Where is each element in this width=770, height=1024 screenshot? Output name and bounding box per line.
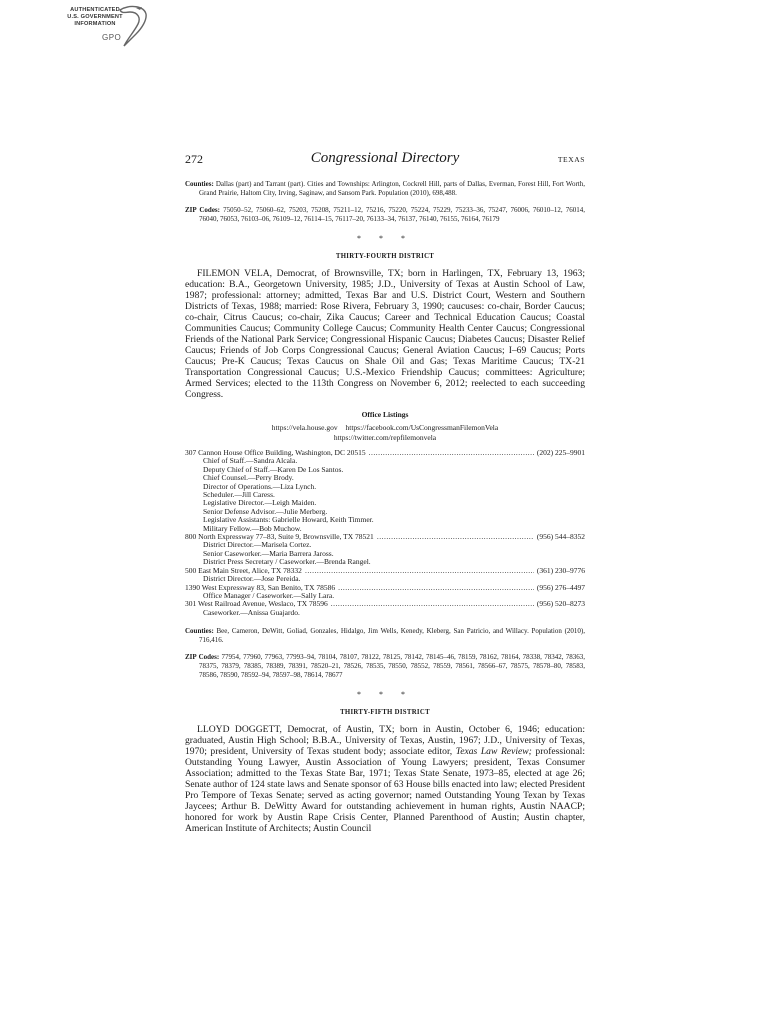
zip-label: ZIP Codes: xyxy=(185,653,220,662)
page-title: Congressional Directory xyxy=(310,150,460,166)
office-entry xyxy=(185,584,585,601)
bio-italic-publication: Texas Law Review; xyxy=(455,746,532,758)
counties-text: Bee, Cameron, DeWitt, Goliad, Gonzales, Hidalgo, Jim Wells, Kenedy, Kleberg, San Patricio, and Willacy. Population (2010), 716,416. xyxy=(199,627,586,645)
contact-links xyxy=(185,423,585,443)
office-address: 307 Cannon House Office Building, Washington, DC 20515 xyxy=(185,448,366,457)
member-biography: FILEMON VELA, Democrat, of Brownsville, TX; born in Harlingen, TX, February 13, 1963; education: B.A., Georgetown University, 1985; J.D., University of Texas at Austin School of Law, 1987; professional: attorney; admitted, Texas Bar and U.S. District Court, Western and Southern Districts of Texas, 1988; married: Rose Rivera, February 3, 1990; caucuses: co-chair, Border Caucus; co-chair, Citrus Caucus; co-chair, Zika Caucus; Career and Technical Education Caucus; Coastal Communities Caucus; Community College Caucus; Community Health Center Caucus; Congressional Friends of the National Park Service; Congressional Hispanic Caucus; Diabetes Caucus; Disaster Relief Caucus; Friends of Job Corps Congressional Caucus; General Aviation Caucus; I–69 Caucus; Ports Caucus; Pre-K Caucus; Texas Caucus on Shale Oil and Gas; Texas Maritime Caucus; TX-21 Transportation Congressional Caucus; U.S.-Mexico Friendship Caucus; committees: Agriculture; Armed Services; elected to the 113th Congress on November 6, 2012; reelected to each succeeding Congress. xyxy=(185,268,585,400)
counties-label: Counties: xyxy=(185,180,214,188)
dot-leader xyxy=(377,533,534,541)
staff-line: Scheduler.—Jill Caress. xyxy=(203,490,275,500)
office-phone: (202) 225–9901 xyxy=(536,448,585,457)
counties-label: Counties: xyxy=(185,627,214,636)
office-phone: (956) 520–8273 xyxy=(536,599,585,609)
office-address: 301 West Railroad Avenue, Weslaco, TX 78596 xyxy=(185,599,328,609)
twitter-link[interactable]: https://twitter.com/repfilemonvela xyxy=(333,433,437,442)
bio-text: LLOYD DOGGETT, Democrat, of Austin, TX; born in Austin, October 6, 1946; education: graduated, Austin High School; B.B.A., University of Texas, Austin, 1967; J.D., University of Texas, 1970; president, University of Texas student body; associate editor, xyxy=(185,724,585,758)
district-heading: THIRTY-FOURTH DISTRICT xyxy=(335,253,435,260)
office-address: 1390 West Expressway 83, San Benito, TX 78586 xyxy=(185,582,336,592)
dot-leader xyxy=(331,600,534,608)
bio-text: professional: Outstanding Young Lawyer, Austin Association of Young Lawyers; president, Texas Consumer Association; admitted to the Texas State Bar, 1971; Texas State Senate, 1973–85, elected at age 26; Senate author of 124 state laws and Senate sponsor of 63 House bills enacted into law; elected President Pro Tempore of Texas Senate; served as acting governor; named Outstanding Young Texan by Texas Jaycees; Arthur B. DeWitty Award for outstanding achievement in human rights, Austin NAACP; honored for work by Austin Rape Crisis Center, Planned Parenthood of Austin; Austin chapter, American Institute of Architects; Austin Council xyxy=(185,746,585,835)
office-entry xyxy=(185,600,585,617)
staff-line: Caseworker.—Anissa Guajardo. xyxy=(203,607,300,617)
zip-text: 75050–52, 75060–62, 75203, 75208, 75211–12, 75216, 75220, 75224, 75229, 75233–36, 75247, 76006, 76010–12, 76014, 76040, 76053, 76103–06, 76109–12, 76114–15, 76117–20, 76133–34, 76137, 76140, 76155, 76164, 76179 xyxy=(199,206,585,223)
staff-line: Legislative Assistants: Gabrielle Howard, Keith Timmer. xyxy=(203,515,374,525)
district-heading: THIRTY-FIFTH DISTRICT xyxy=(340,709,430,717)
facebook-link[interactable]: https://facebook.com/UsCongressmanFilemonVela xyxy=(345,423,499,432)
website-link[interactable]: https://vela.house.gov xyxy=(271,423,338,432)
staff-line: Deputy Chief of Staff.—Karen De Los Santos. xyxy=(203,464,344,474)
office-phone: (956) 276–4497 xyxy=(536,582,585,592)
gpo-authentication-seal xyxy=(60,4,150,48)
staff-line: Senior Defense Advisor.—Julie Merberg. xyxy=(203,506,328,516)
office-entry xyxy=(185,533,585,567)
dot-leader xyxy=(338,584,534,592)
state-label: TEXAS xyxy=(557,155,585,164)
page-header xyxy=(185,150,585,170)
staff-line: Office Manager / Caseworker.—Sally Lara. xyxy=(203,590,335,600)
dot-leader xyxy=(369,449,534,457)
staff-line: Military Fellow.—Bob Muchow. xyxy=(203,523,302,533)
directory-page xyxy=(185,150,585,834)
staff-line: Legislative Director.—Leigh Maiden. xyxy=(203,498,317,508)
staff-line: District Director.—Marisela Cortez. xyxy=(203,540,312,550)
member-biography xyxy=(185,724,585,834)
office-phone: (361) 230–9776 xyxy=(536,565,585,575)
staff-line: Director of Operations.—Liza Lynch. xyxy=(203,481,317,491)
office-phone: (956) 544–8352 xyxy=(536,532,585,542)
eagle-icon xyxy=(116,4,148,48)
office-listings-title: Office Listings xyxy=(361,410,409,419)
section-separator: * * * xyxy=(357,234,413,243)
office-address: 500 East Main Street, Alice, TX 78332 xyxy=(185,565,302,575)
page-number: 272 xyxy=(185,152,203,166)
staff-line: Senior Caseworker.—Maria Barrera Jaross. xyxy=(203,548,334,558)
seal-agency: GPO xyxy=(102,33,122,42)
zip-codes-paragraph xyxy=(185,653,585,680)
seal-line-3: INFORMATION xyxy=(74,21,116,27)
office-address: 800 North Expressway 77–83, Suite 9, Brownsville, TX 78521 xyxy=(185,532,374,542)
counties-text: Dallas (part) and Tarrant (part). Cities and Townships: Arlington, Cockrell Hill, parts of Dallas, Everman, Forest Hill, Fort Worth, Grand Prairie, Haltom City, Irving, Saginaw, and Sansom Park. Population (2010), 698,488. xyxy=(199,180,585,197)
zip-codes-paragraph xyxy=(185,206,585,224)
office-entry xyxy=(185,567,585,584)
office-list xyxy=(185,449,585,617)
office-entry xyxy=(185,449,585,533)
staff-line: Chief of Staff.—Sandra Alcala. xyxy=(203,456,298,466)
seal-line-2: U.S. GOVERNMENT xyxy=(67,14,123,20)
dot-leader xyxy=(305,567,534,575)
staff-line: District Director.—Jose Pereida. xyxy=(203,574,301,584)
zip-label: ZIP Codes: xyxy=(185,206,220,214)
seal-line-1: AUTHENTICATED xyxy=(70,7,120,13)
counties-paragraph xyxy=(185,627,585,645)
section-separator: * * * xyxy=(357,690,413,700)
staff-line: Chief Counsel.—Perry Brody. xyxy=(203,473,294,483)
staff-line: District Press Secretary / Caseworker.—Brenda Rangel. xyxy=(203,557,371,567)
counties-paragraph xyxy=(185,180,585,198)
zip-text: 77954, 77960, 77963, 77993–94, 78104, 78107, 78122, 78125, 78142, 78145–46, 78159, 78162, 78164, 78338, 78342, 78363, 78375, 78379, 78385, 78389, 78391, 78520–21, 78526, 78535, 78550, 78552, 78559, 78561, 78566–67, 78575, 78578–80, 78583, 78586, 78590, 78592–94, 78597–98, 78614, 78677 xyxy=(199,653,586,680)
